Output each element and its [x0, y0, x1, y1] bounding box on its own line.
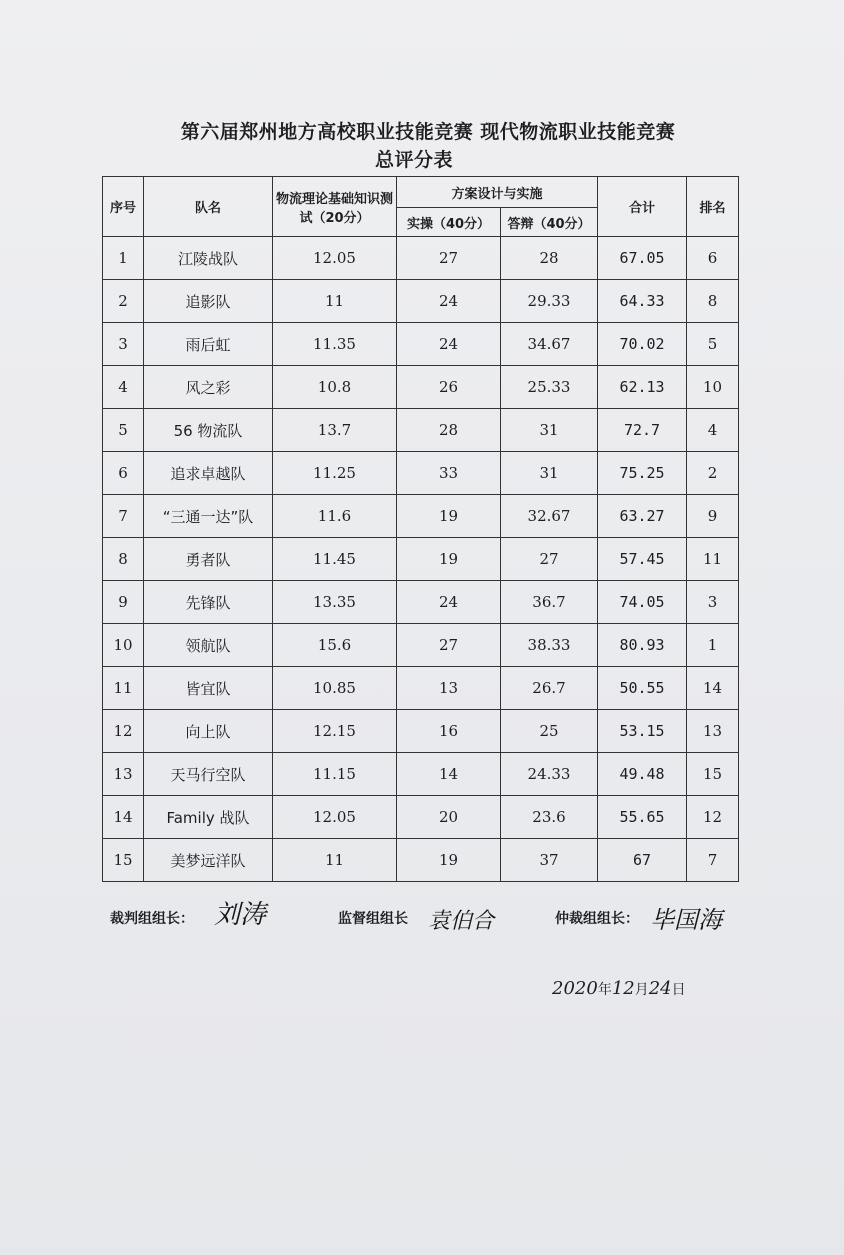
cell-total: 72.7 — [598, 409, 687, 452]
cell-practice: 19 — [397, 538, 501, 581]
table-row — [103, 409, 739, 452]
cell-team: 先锋队 — [144, 581, 273, 624]
cell-total: 74.05 — [598, 581, 687, 624]
cell-rank: 7 — [687, 839, 739, 882]
score-table-body — [103, 237, 739, 882]
cell-defense: 28 — [501, 237, 598, 280]
cell-theory: 12.15 — [273, 710, 397, 753]
table-row — [103, 753, 739, 796]
cell-defense: 34.67 — [501, 323, 598, 366]
cell-rank: 3 — [687, 581, 739, 624]
cell-practice: 33 — [397, 452, 501, 495]
cell-team: 天马行空队 — [144, 753, 273, 796]
cell-theory: 11.15 — [273, 753, 397, 796]
cell-team: 雨后虹 — [144, 323, 273, 366]
cell-seq: 6 — [103, 452, 144, 495]
cell-rank: 9 — [687, 495, 739, 538]
table-row — [103, 323, 739, 366]
cell-team: 勇者队 — [144, 538, 273, 581]
cell-team: 56 物流队 — [144, 409, 273, 452]
table-row — [103, 452, 739, 495]
table-row — [103, 280, 739, 323]
cell-defense: 24.33 — [501, 753, 598, 796]
cell-practice: 26 — [397, 366, 501, 409]
cell-team: 风之彩 — [144, 366, 273, 409]
header-team: 队名 — [144, 177, 273, 237]
cell-practice: 13 — [397, 667, 501, 710]
cell-rank: 6 — [687, 237, 739, 280]
cell-rank: 15 — [687, 753, 739, 796]
cell-seq: 9 — [103, 581, 144, 624]
supervisor-signature: 袁伯合 — [428, 909, 495, 934]
cell-seq: 1 — [103, 237, 144, 280]
cell-rank: 5 — [687, 323, 739, 366]
cell-total: 50.55 — [598, 667, 687, 710]
cell-practice: 28 — [397, 409, 501, 452]
date-day-label: 日 — [671, 982, 686, 998]
cell-theory: 13.35 — [273, 581, 397, 624]
table-row — [103, 624, 739, 667]
judge-label: 裁判组组长： — [110, 911, 194, 927]
cell-seq: 5 — [103, 409, 144, 452]
cell-practice: 24 — [397, 280, 501, 323]
cell-theory: 11.25 — [273, 452, 397, 495]
cell-team: “三通一达”队 — [144, 495, 273, 538]
cell-team: 领航队 — [144, 624, 273, 667]
cell-defense: 37 — [501, 839, 598, 882]
cell-practice: 27 — [397, 624, 501, 667]
header-practice: 实操（40分） — [397, 208, 501, 237]
cell-practice: 27 — [397, 237, 501, 280]
cell-team: 皆宜队 — [144, 667, 273, 710]
cell-theory: 13.7 — [273, 409, 397, 452]
cell-team: 向上队 — [144, 710, 273, 753]
cell-total: 80.93 — [598, 624, 687, 667]
cell-defense: 32.67 — [501, 495, 598, 538]
date-month-label: 月 — [634, 982, 649, 998]
score-table — [102, 176, 739, 882]
date-year: 2020 — [552, 978, 598, 999]
cell-total: 49.48 — [598, 753, 687, 796]
cell-rank: 2 — [687, 452, 739, 495]
judge-signature: 刘涛 — [214, 900, 267, 930]
cell-seq: 13 — [103, 753, 144, 796]
table-row — [103, 237, 739, 280]
date-day: 24 — [648, 978, 672, 999]
cell-total: 67.05 — [598, 237, 687, 280]
table-row — [103, 495, 739, 538]
cell-rank: 12 — [687, 796, 739, 839]
cell-defense: 31 — [501, 452, 598, 495]
table-row — [103, 839, 739, 882]
cell-theory: 11.35 — [273, 323, 397, 366]
cell-defense: 26.7 — [501, 667, 598, 710]
table-row — [103, 366, 739, 409]
signing-date — [552, 978, 686, 999]
cell-team: 追影队 — [144, 280, 273, 323]
header-rank: 排名 — [687, 177, 739, 237]
cell-seq: 2 — [103, 280, 144, 323]
header-plan-group: 方案设计与实施 — [397, 177, 598, 208]
cell-practice: 20 — [397, 796, 501, 839]
cell-theory: 10.8 — [273, 366, 397, 409]
cell-theory: 15.6 — [273, 624, 397, 667]
cell-total: 67 — [598, 839, 687, 882]
cell-practice: 24 — [397, 323, 501, 366]
cell-defense: 25.33 — [501, 366, 598, 409]
cell-seq: 10 — [103, 624, 144, 667]
cell-seq: 11 — [103, 667, 144, 710]
table-row — [103, 581, 739, 624]
cell-rank: 4 — [687, 409, 739, 452]
cell-practice: 19 — [397, 839, 501, 882]
cell-practice: 19 — [397, 495, 501, 538]
cell-practice: 16 — [397, 710, 501, 753]
cell-total: 70.02 — [598, 323, 687, 366]
cell-seq: 3 — [103, 323, 144, 366]
cell-seq: 14 — [103, 796, 144, 839]
cell-total: 55.65 — [598, 796, 687, 839]
table-row — [103, 796, 739, 839]
cell-rank: 14 — [687, 667, 739, 710]
cell-total: 57.45 — [598, 538, 687, 581]
header-theory: 物流理论基础知识测试（20分） — [273, 177, 397, 237]
cell-seq: 4 — [103, 366, 144, 409]
cell-team: Family 战队 — [144, 796, 273, 839]
cell-theory: 12.05 — [273, 796, 397, 839]
table-row — [103, 538, 739, 581]
cell-rank: 13 — [687, 710, 739, 753]
cell-defense: 25 — [501, 710, 598, 753]
header-defense: 答辩（40分） — [501, 208, 598, 237]
date-year-label: 年 — [597, 982, 612, 998]
cell-seq: 7 — [103, 495, 144, 538]
cell-defense: 27 — [501, 538, 598, 581]
table-row — [103, 667, 739, 710]
cell-rank: 8 — [687, 280, 739, 323]
document-subtitle: 总评分表 — [374, 149, 453, 171]
cell-team: 江陵战队 — [144, 237, 273, 280]
cell-theory: 11 — [273, 839, 397, 882]
cell-team: 追求卓越队 — [144, 452, 273, 495]
supervisor-label: 监督组组长 — [338, 911, 408, 927]
header-total: 合计 — [598, 177, 687, 237]
arbitration-label: 仲裁组组长： — [555, 911, 639, 927]
cell-team: 美梦远洋队 — [144, 839, 273, 882]
cell-defense: 23.6 — [501, 796, 598, 839]
date-month: 12 — [611, 978, 635, 999]
cell-defense: 36.7 — [501, 581, 598, 624]
cell-total: 62.13 — [598, 366, 687, 409]
document-title: 第六届郑州地方高校职业技能竞赛 现代物流职业技能竞赛 — [180, 121, 676, 143]
cell-total: 53.15 — [598, 710, 687, 753]
cell-seq: 8 — [103, 538, 144, 581]
cell-seq: 15 — [103, 839, 144, 882]
cell-practice: 24 — [397, 581, 501, 624]
cell-defense: 29.33 — [501, 280, 598, 323]
cell-seq: 12 — [103, 710, 144, 753]
table-row — [103, 710, 739, 753]
cell-practice: 14 — [397, 753, 501, 796]
cell-rank: 1 — [687, 624, 739, 667]
cell-total: 64.33 — [598, 280, 687, 323]
cell-total: 75.25 — [598, 452, 687, 495]
arbitration-signature: 毕国海 — [650, 906, 722, 934]
cell-rank: 11 — [687, 538, 739, 581]
cell-theory: 11.45 — [273, 538, 397, 581]
cell-defense: 38.33 — [501, 624, 598, 667]
cell-theory: 11 — [273, 280, 397, 323]
cell-defense: 31 — [501, 409, 598, 452]
cell-rank: 10 — [687, 366, 739, 409]
cell-theory: 12.05 — [273, 237, 397, 280]
cell-total: 63.27 — [598, 495, 687, 538]
cell-theory: 11.6 — [273, 495, 397, 538]
cell-theory: 10.85 — [273, 667, 397, 710]
header-seq: 序号 — [103, 177, 144, 237]
